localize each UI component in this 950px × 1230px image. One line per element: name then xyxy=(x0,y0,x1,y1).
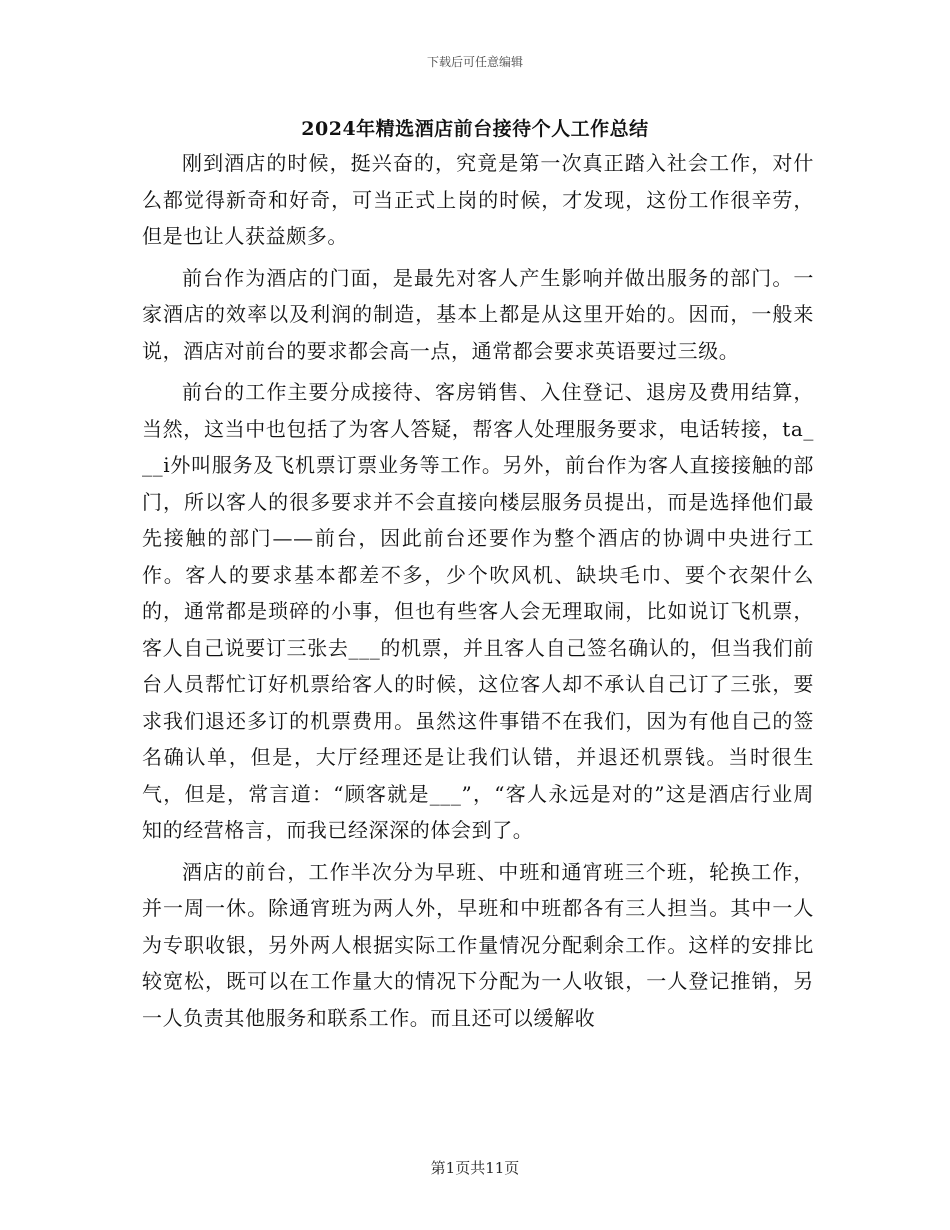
paragraph-2: 前台作为酒店的门面，是最先对客人产生影响并做出服务的部门。一家酒店的效率以及利润的制造，基本上都是从这里开始的。因而，一般来说，酒店对前台的要求都会高一点，通常都会要求英语要过三级。 xyxy=(142,265,814,363)
document-body xyxy=(142,145,814,1036)
header-note: 下载后可任意编辑 xyxy=(426,55,523,69)
paragraph-4: 酒店的前台，工作半次分为早班、中班和通宵班三个班，轮换工作，并一周一休。除通宵班为两人外，早班和中班都各有三人担当。其中一人为专职收银，另外两人根据实际工作量情况分配剩余工作。这样的安排比较宽松，既可以在工作量大的情况下分配为一人收银，一人登记推销，另一人负责其他服务和联系工作。而且还可以缓解收 xyxy=(142,859,814,1030)
paragraph-1: 刚到酒店的时候，挺兴奋的，究竟是第一次真正踏入社会工作，对什么都觉得新奇和好奇，可当正式上岗的时候，才发现，这份工作很辛劳，但是也让人获益颇多。 xyxy=(142,151,814,248)
paragraph-3: 前台的工作主要分成接待、客房销售、入住登记、退房及费用结算，当然，这当中也包括了为客人答疑，帮客人处理服务要求，电话转接，ta___i外叫服务及飞机票订票业务等工作。另外，前台作为客人直接接触的部门，所以客人的很多要求并不会直接向楼层服务员提出，而是选择他们最先接触的部门——前台，因此前台还要作为整个酒店的协调中央进行工作。客人的要求基本都差不多，少个吹风机、缺块毛巾、要个衣架什么的，通常都是琐碎的小事，但也有些客人会无理取闹，比如说订飞机票，客人自己说要订三张去___的机票，并且客人自己签名确认的，但当我们前台人员帮忙订好机票给客人的时候，这位客人却不承认自己订了三张，要求我们退还多订的机票费用。虽然这件事错不在我们，因为有他自己的签名确认单，但是，大厅经理还是让我们认错，并退还机票钱。当时很生气，但是，常言道：“顾客就是___”，“客人永远是对的”这是酒店行业周知的经营格言，而我已经深深的体会到了。 xyxy=(142,380,814,842)
page-number: 第1页共11页 xyxy=(430,1159,520,1177)
document-title: 2024年精选酒店前台接待个人工作总结 xyxy=(301,118,649,140)
